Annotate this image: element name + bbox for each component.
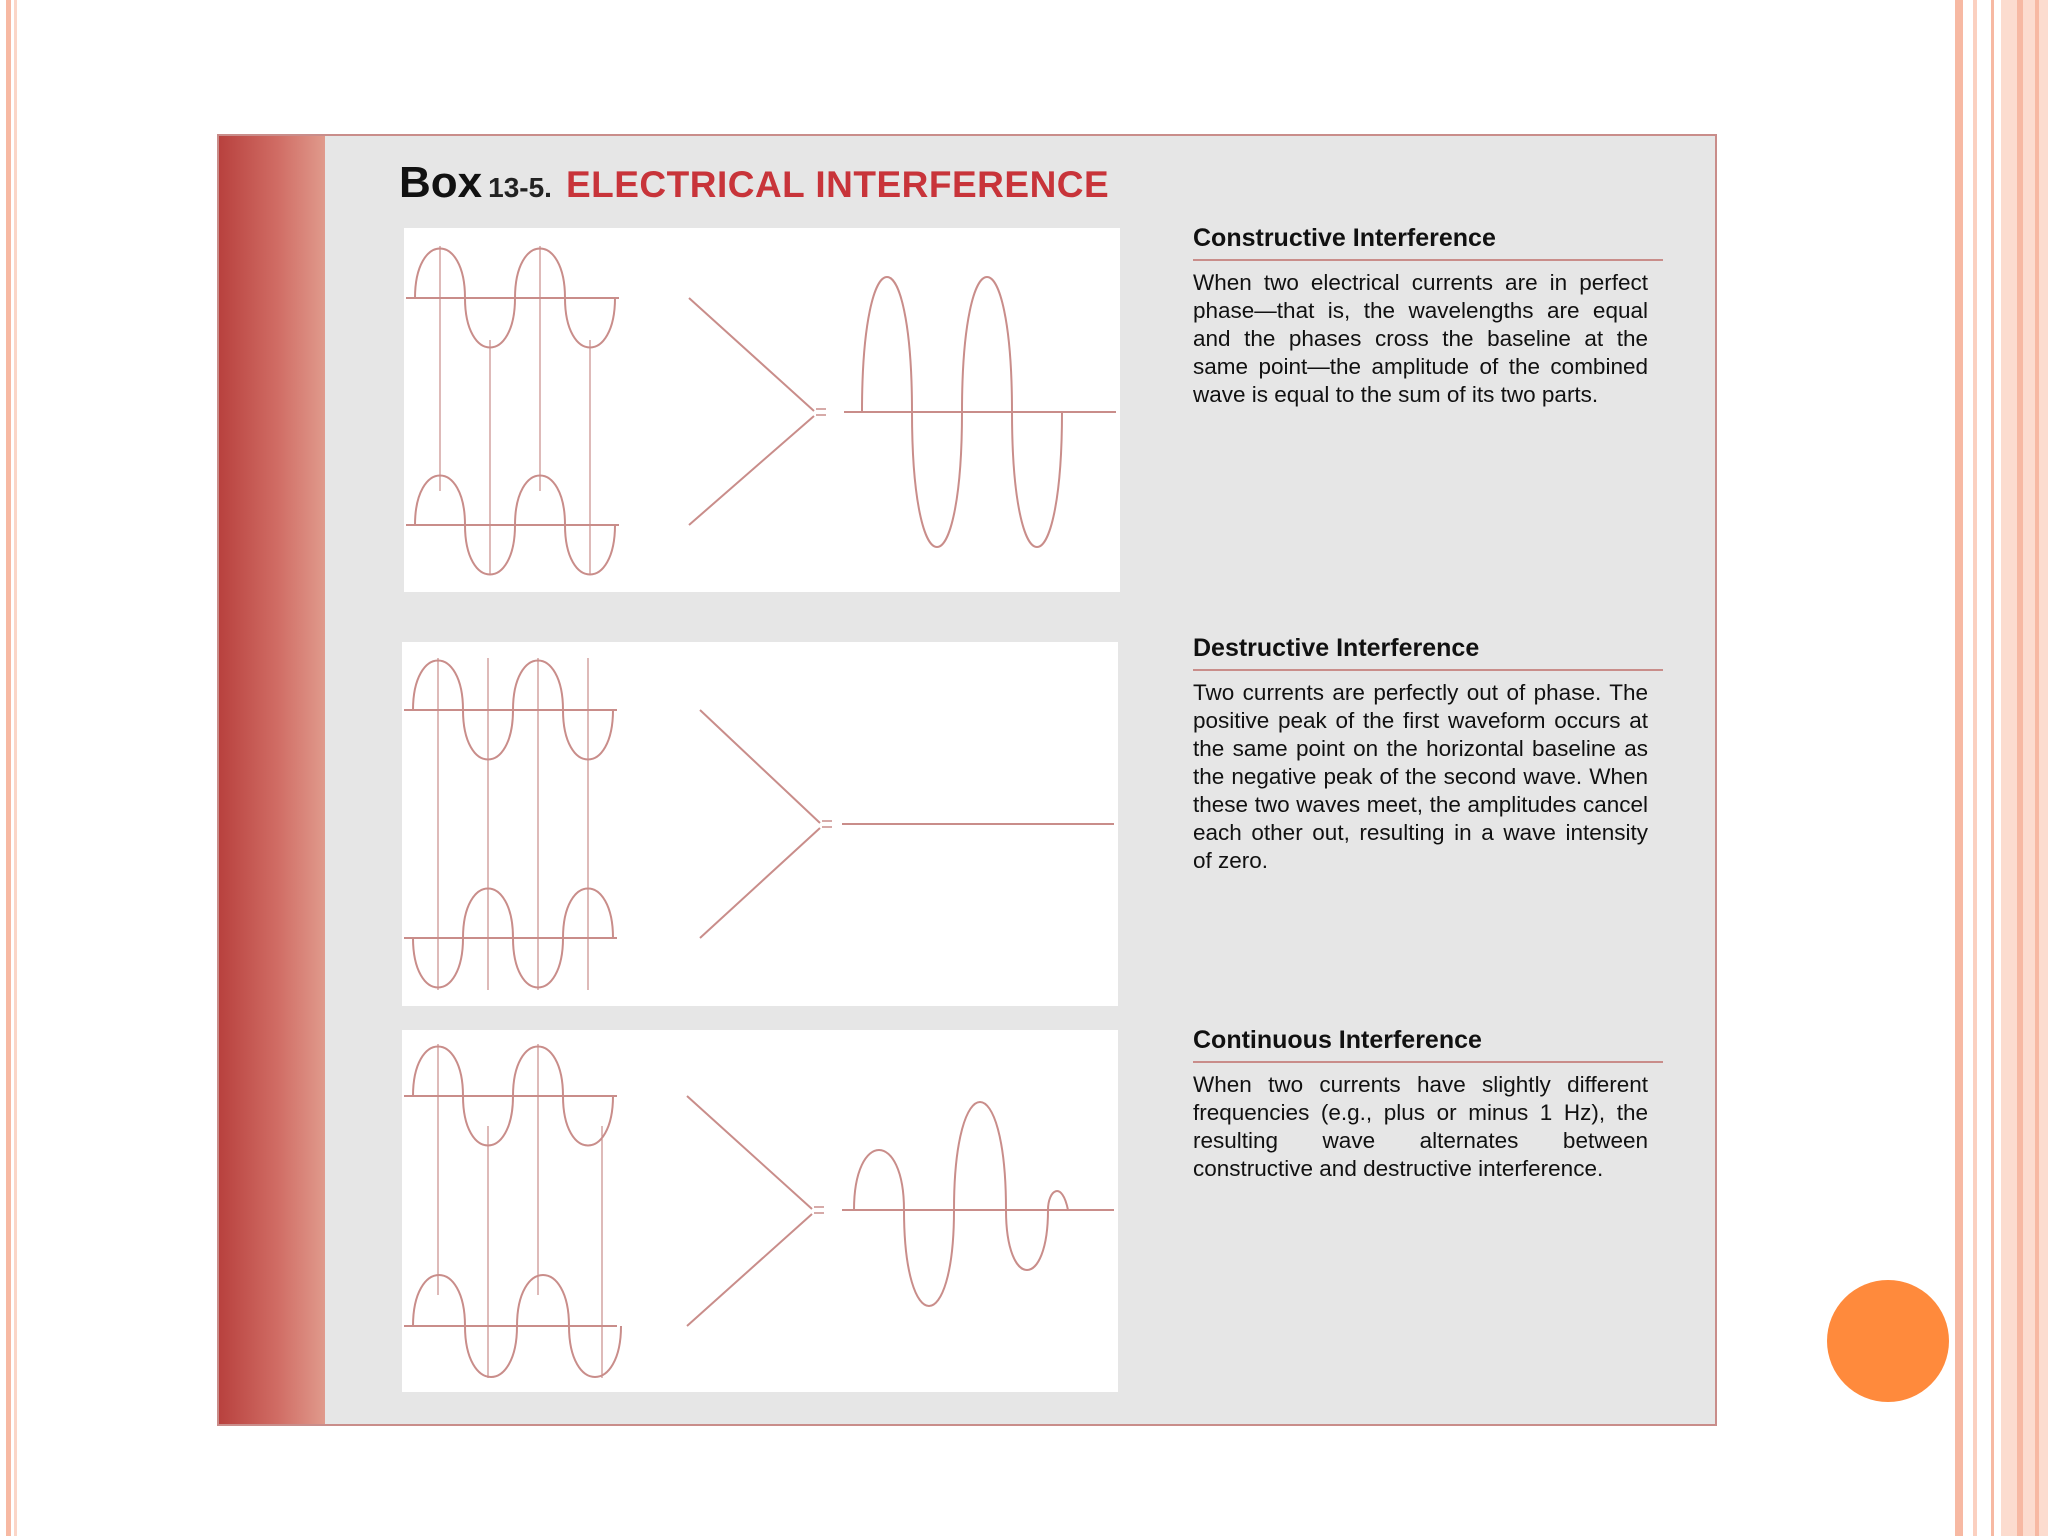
constructive-text: When two electrical currents are in perfect phase—that is, the wavelengths are equal and the phases cross the baseline at the same point—the amplitude of the combined wave is equal to the sum of its two parts. bbox=[1193, 270, 1648, 407]
decorative-orange-dot bbox=[1827, 1280, 1949, 1402]
box-title bbox=[399, 158, 1109, 208]
continuous-diagram bbox=[402, 1030, 1118, 1392]
continuous-title: Continuous Interference bbox=[1193, 1026, 1663, 1063]
constructive-diagram bbox=[404, 228, 1120, 592]
destructive-diagram bbox=[402, 642, 1118, 1006]
electrical-interference-figure bbox=[217, 134, 1717, 1426]
figure-red-sidebar bbox=[219, 136, 325, 1424]
box-number: 13-5. bbox=[488, 172, 552, 203]
merge-arrow-top bbox=[687, 1096, 812, 1209]
merge-arrow-top bbox=[700, 710, 820, 823]
box-label: Box bbox=[399, 158, 483, 207]
result-wave bbox=[854, 1102, 1068, 1306]
slide-right-border bbox=[1955, 0, 2048, 1536]
merge-arrow-top bbox=[689, 298, 814, 411]
box-heading: ELECTRICAL INTERFERENCE bbox=[565, 164, 1110, 205]
slide-left-border bbox=[0, 0, 22, 1536]
destructive-text: Two currents are perfectly out of phase. The positive peak of the first waveform occurs at the same point on the horizontal baseline as the negative peak of the second wave. When these two waves meet, the amplitudes cancel each other out, resulting in a wave intensity of zero. bbox=[1193, 680, 1648, 873]
destructive-title: Destructive Interference bbox=[1193, 634, 1663, 671]
merge-arrow-bottom bbox=[687, 1214, 812, 1326]
merge-arrow-bottom bbox=[689, 416, 814, 525]
continuous-text: When two currents have slightly different frequencies (e.g., plus or minus 1 Hz), the resulting wave alternates between constructive and destructive interference. bbox=[1193, 1072, 1648, 1181]
constructive-title: Constructive Interference bbox=[1193, 224, 1663, 261]
merge-arrow-bottom bbox=[700, 828, 820, 938]
